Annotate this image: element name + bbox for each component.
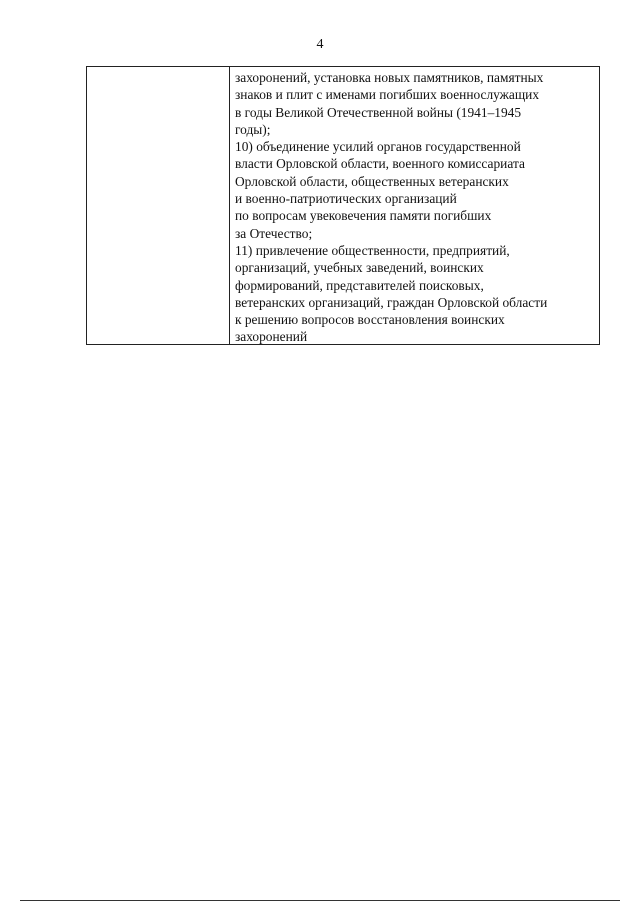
cell-text-line: в годы Великой Отечественной войны (1941–1945 [235, 104, 522, 120]
cell-text-line: и военно-патриотических организаций [235, 191, 457, 207]
cell-text-line: знаков и плит с именами погибших военнослужащих [235, 87, 540, 103]
content-table [86, 66, 600, 345]
table-cell-right [230, 67, 599, 344]
cell-text-line: 10) объединение усилий органов государственной [235, 139, 521, 155]
cell-text-line: формирований, представителей поисковых, [235, 277, 484, 293]
cell-text-line: Орловской области, общественных ветеранских [235, 173, 509, 189]
bottom-divider [20, 900, 620, 901]
cell-text-line: к решению вопросов восстановления воинских [235, 312, 505, 328]
cell-text-line: по вопросам увековечения памяти погибших [235, 208, 492, 224]
cell-text-line: власти Орловской области, военного комиссариата [235, 156, 525, 172]
cell-text-line: за Отечество; [235, 225, 313, 241]
cell-text-line: организаций, учебных заведений, воинских [235, 260, 484, 276]
cell-text-line: 11) привлечение общественности, предприятий, [235, 242, 510, 258]
cell-text-line: ветеранских организаций, граждан Орловской области [235, 294, 548, 310]
cell-text-line: годы); [235, 121, 271, 137]
cell-text-line: захоронений, установка новых памятников, памятных [235, 70, 544, 85]
cell-text-line: захоронений [235, 329, 308, 345]
table-cell-left [87, 67, 230, 344]
page-number: 4 [316, 37, 324, 52]
